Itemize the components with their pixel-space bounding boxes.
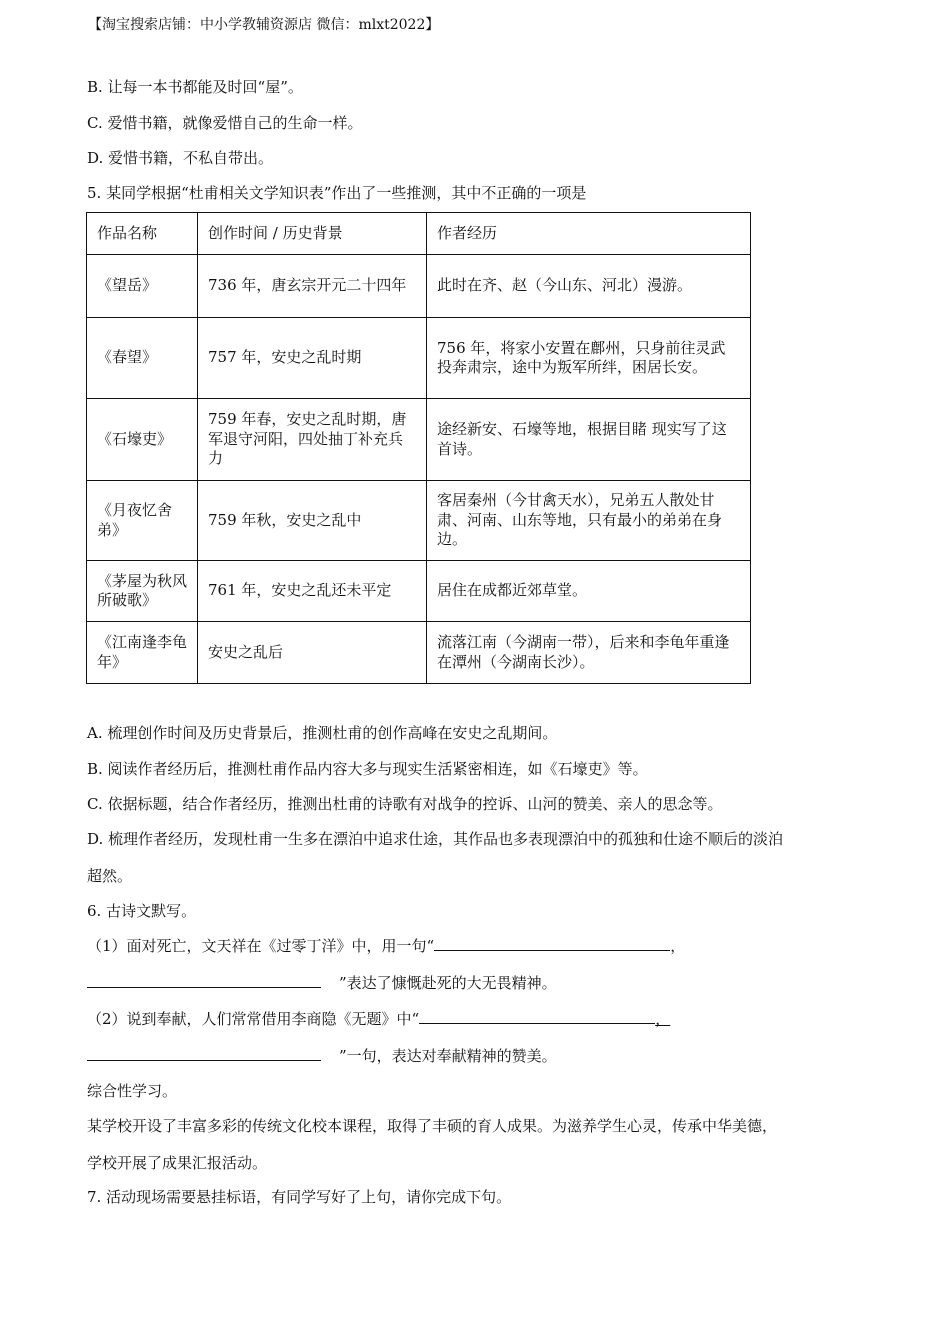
q5-option-d-line1: D. 梳理作者经历，发现杜甫一生多在漂泊中追求仕途，其作品也多表现漂泊中的孤独和仕途不顺后的淡泊 — [87, 830, 784, 848]
table-cell: 客居秦州（今甘禽天水），兄弟五人散处甘肃、河南、山东等地，只有最小的弟弟在身边。 — [427, 481, 751, 561]
q5-stem: 5. 某同学根据“杜甫相关文学知识表”作出了一些推测，其中不正确的一项是 — [87, 184, 587, 202]
table-cell: 安史之乱后 — [198, 622, 427, 684]
q6-part1-comma: ， — [670, 937, 686, 955]
section-intro-line1: 某学校开设了丰富多彩的传统文化校本课程，取得了丰硕的育人成果。为滋养学生心灵，传承中华美德， — [87, 1117, 778, 1135]
table-cell: 途经新安、石壕等地，根据目睹 现实写了这首诗。 — [427, 399, 751, 481]
section-title: 综合性学习。 — [87, 1082, 178, 1100]
q5-option-d-line2: 超然。 — [87, 867, 133, 885]
q5-option-b: B. 阅读作者经历后，推测杜甫作品内容大多与现实生活紧密相连，如《石壕吏》等。 — [87, 760, 648, 778]
table-cell: 757 年，安史之乱时期 — [198, 318, 427, 399]
q6-part1-blank-2[interactable] — [87, 973, 321, 988]
q4-option-c: C. 爱惜书籍，就像爱惜自己的生命一样。 — [87, 114, 363, 132]
table-row — [87, 561, 751, 622]
table-header-cell: 作品名称 — [87, 213, 198, 255]
q6-part2-line2 — [87, 1045, 557, 1066]
q6-part1-line2 — [87, 972, 557, 993]
q6-part2-blank-2[interactable] — [87, 1046, 321, 1061]
q6-part2-comma: ， — [655, 1010, 671, 1028]
table-cell: 居住在成都近郊草堂。 — [427, 561, 751, 622]
q5-option-c: C. 依据标题，结合作者经历，推测出杜甫的诗歌有对战争的控诉、山河的赞美、亲人的思念等。 — [87, 795, 723, 813]
q6-part1-blank-1[interactable] — [434, 936, 670, 951]
table-row — [87, 622, 751, 684]
table-cell: 《江南逢李龟年》 — [87, 622, 198, 684]
table-cell: 756 年，将家小安置在鄜州，只身前往灵武投奔肃宗，途中为叛军所绊，困居长安。 — [427, 318, 751, 399]
q6-part2-line1 — [87, 1008, 670, 1029]
table-cell: 流落江南（今湖南一带），后来和李龟年重逢在潭州（今湖南长沙）。 — [427, 622, 751, 684]
table-cell: 761 年，安史之乱还未平定 — [198, 561, 427, 622]
table-cell: 《望岳》 — [87, 255, 198, 318]
section-intro-line2: 学校开展了成果汇报活动。 — [87, 1154, 268, 1172]
du-fu-knowledge-table — [86, 212, 751, 684]
table-header-cell: 创作时间 / 历史背景 — [198, 213, 427, 255]
table-row — [87, 481, 751, 561]
table-row — [87, 318, 751, 399]
q7-stem: 7. 活动现场需要悬挂标语，有同学写好了上句，请你完成下句。 — [87, 1188, 512, 1206]
table-header-row — [87, 213, 751, 255]
table-row — [87, 399, 751, 481]
table-cell: 736 年，唐玄宗开元二十四年 — [198, 255, 427, 318]
q4-option-d: D. 爱惜书籍，不私自带出。 — [87, 149, 274, 167]
table-cell: 759 年春，安史之乱时期，唐军退守河阳，四处抽丁补充兵力 — [198, 399, 427, 481]
q6-part1-prompt: （1）面对死亡，文天祥在《过零丁洋》中，用一句“ — [87, 937, 435, 955]
q6-part2-blank-1[interactable] — [419, 1009, 655, 1024]
table-cell: 《月夜忆舍弟》 — [87, 481, 198, 561]
page-header: 【淘宝搜索店铺：中小学教辅资源店 微信：mlxt2022】 — [88, 17, 440, 33]
q6-part2-suffix: ”一句，表达对奉献精神的赞美。 — [339, 1047, 557, 1065]
q6-part2-prompt: （2）说到奉献，人们常常借用李商隐《无题》中“ — [87, 1010, 420, 1028]
table-cell: 此时在齐、赵（今山东、河北）漫游。 — [427, 255, 751, 318]
table-header-cell: 作者经历 — [427, 213, 751, 255]
q6-part1-line1 — [87, 935, 685, 956]
table-cell: 759 年秋，安史之乱中 — [198, 481, 427, 561]
table-cell: 《石壕吏》 — [87, 399, 198, 481]
q4-option-b: B. 让每一本书都能及时回“屋”。 — [87, 78, 303, 96]
table-cell: 《春望》 — [87, 318, 198, 399]
q6-part1-suffix: ”表达了慷慨赴死的大无畏精神。 — [339, 974, 557, 992]
q5-option-a: A. 梳理创作时间及历史背景后，推测杜甫的创作高峰在安史之乱期间。 — [87, 724, 558, 742]
table-row — [87, 255, 751, 318]
table-cell: 《茅屋为秋风所破歌》 — [87, 561, 198, 622]
q6-title: 6. 古诗文默写。 — [87, 902, 197, 920]
